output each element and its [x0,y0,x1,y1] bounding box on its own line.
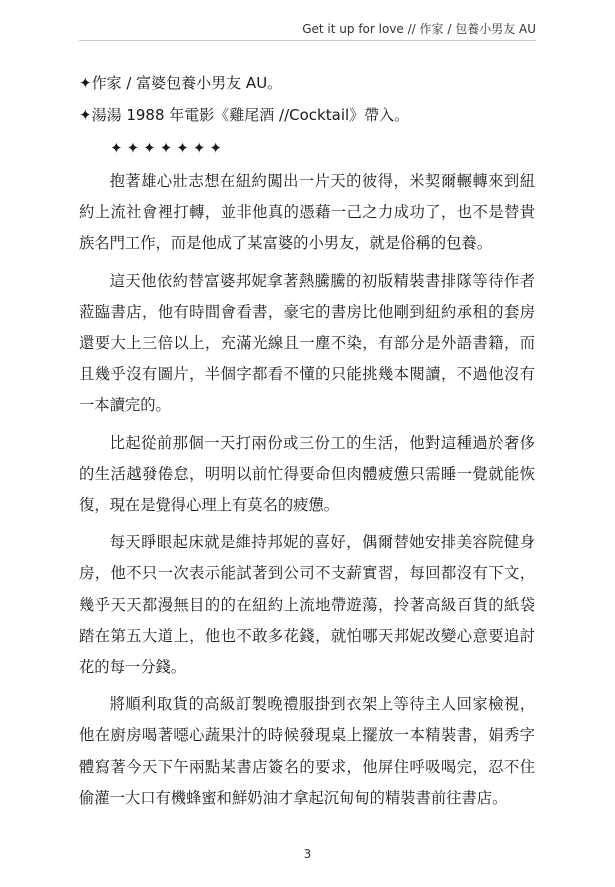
paragraph: 每天睜眼起床就是維持邦妮的喜好，偶爾替她安排美容院健身房，他不只一次表示能試著到公司不支薪實習，每回都沒有下文，幾乎天天都漫無目的的在紐約上流地帶遊蕩，拎著高級百貨的紙袋踏在第五大道上，他也不敢多花錢，就怕哪天邦妮改變心意要追討花的每一分錢。 [79,533,535,677]
section-separator: ✦✦✦✦✦✦✦ [110,139,226,157]
story-tag-film-reference: ✦湯湯 1988 年電影《雞尾酒 //Cocktail》帶入。 [79,106,410,124]
header-divider [79,40,536,41]
paragraph: 比起從前那個一天打兩份或三份工的生活，他對這種過於奢侈的生活越發倦怠，明明以前忙得要命但肉體疲憊只需睡一覺就能恢復，現在是覺得心理上有莫名的疲憊。 [79,433,535,515]
running-header: Get it up for love // 作家 / 包養小男友 AU [302,22,536,36]
paragraph: 這天他依約替富婆邦妮拿著熱騰騰的初版精裝書排隊等待作者蒞臨書店，他有時間會看書，豪宅的書房比他剛到紐約承租的套房還要大上三倍以上，充滿光線且一塵不染，有部分是外語書籍，而且幾乎沒有圖片，半個字都看不懂的只能挑幾本閱讀，不過他沒有一本讀完的。 [79,271,535,415]
story-body [79,166,535,814]
story-tag-author-au: ✦作家 / 富婆包養小男友 AU。 [79,74,283,92]
paragraph: 將順利取貨的高級訂製晚禮服掛到衣架上等待主人回家檢視，他在廚房喝著噁心蔬果汁的時候發現桌上擺放一本精裝書，娟秀字體寫著今天下午兩點某書店簽名的要求，他屏住呼吸喝完，忍不住偷灌一大口有機蜂蜜和鮮奶油才拿起沉甸甸的精裝書前往書店。 [79,695,535,807]
paragraph: 抱著雄心壯志想在紐約闖出一片天的彼得，米契爾輾轉來到紐約上流社會裡打轉，並非他真的憑藉一己之力成功了，也不是替貴族名門工作，而是他成了某富婆的小男友，就是俗稱的包養。 [79,172,535,253]
page-number: 3 [303,847,312,861]
